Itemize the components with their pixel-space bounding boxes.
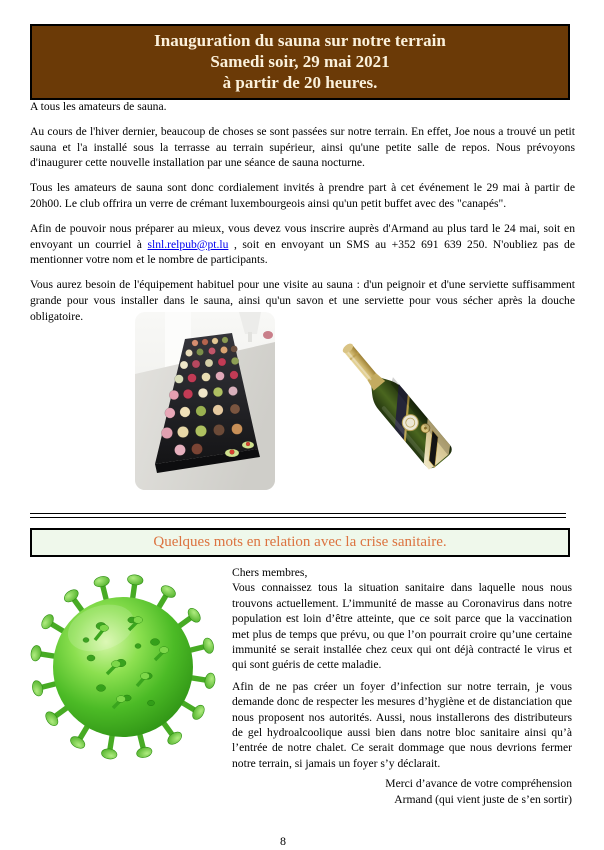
coronavirus-illustration	[30, 566, 216, 768]
paragraph-sauna-intro: Au cours de l'hiver dernier, beaucoup de choses se sont passées sur notre terrain. En effet, Joe nous a trouvé un petit sauna et l'a installé sous la terrasse au terrain supérieur, ainsi qu'une petite salle de repos. Nous prévoyons d'inaugurer cette nouvelle installation par une séance de sauna nocturne.	[30, 124, 575, 170]
page-number: 8	[280, 834, 286, 848]
event-time-line: à partir de 20 heures.	[222, 73, 378, 92]
event-date-line: Samedi soir, 29 mai 2021	[210, 52, 390, 71]
closing-block	[232, 776, 572, 807]
event-header-box	[30, 24, 570, 100]
greeting-text: A tous les amateurs de sauna.	[30, 100, 167, 113]
paragraph-registration	[30, 221, 575, 268]
cremant-bottle-photo	[332, 336, 462, 478]
paragraph-invitation: Tous les amateurs de sauna sont donc cordialement invités à prendre part à cet événement le 29 mai à partir de 20h00. Le club offrira un verre de crémant luxembourgeois ainsi qu'un petit buffet avec des "canapés".	[30, 181, 575, 210]
registration-text-after: , soit en envoyant un SMS au +352 691 639 250. N'oubliez pas de mentionner votre nom et le nombre de participants.	[30, 237, 575, 267]
section-divider	[30, 513, 566, 518]
email-link[interactable]: slnl.relpub@pt.lu	[147, 237, 229, 251]
sauna-section-text	[30, 99, 575, 334]
sanitary-title: Quelques mots en relation avec la crise sanitaire.	[153, 534, 447, 550]
paragraph-situation: Vous connaissez tous la situation sanitaire dans laquelle nous nous trouvons actuellement. L’immunité de masse au Coronavirus dans notre population est loin d’être atteinte, que ce soit parce que la vaccination met plus de temps que prévu, ou que l’on pourrait croire qu’une certaine immunité se serait installée chez ceux qui ont déjà contracté le virus et qui sont guéris de cette maladie.	[232, 581, 572, 672]
closing-signature: Armand (qui vient juste de s’en sortir)	[394, 792, 572, 806]
sanitary-section-text	[232, 565, 572, 807]
event-title-line: Inauguration du sauna sur notre terrain	[154, 31, 446, 50]
registration-text-before: Afin de pouvoir nous préparer au mieux, vous devez vous inscrire auprès d'Armand au plus tard le 24 mai, soit en envoyant un courriel à	[30, 221, 575, 251]
paragraph-measures: Afin de ne pas créer un foyer d’infection sur notre terrain, je vous demande donc de respecter les mesures d’hygiène et de distanciation que nous proposent nos autorités. Aussi, nous installerons des distributeurs de gel hydroalcoolique aussi bien dans notre bloc sanitaire ainsi qu’à l’entrée de notre chalet. Ce serait dommage que nous devrions fermer notre terrain, si jamais un foyer s’y déclarait.	[232, 679, 572, 770]
canapes-photo	[135, 312, 275, 490]
paragraph-equipment: Vous aurez besoin de l'équipement habituel pour une visite au sauna : d'un peignoir et d'une serviette suffisamment grande pour vous installer dans le sauna, ainsi qu'un savon et une serviette pour vous sécher après la douche obligatoire.	[30, 278, 575, 323]
salutation-text: Chers membres,	[232, 566, 308, 579]
sanitary-title-box	[30, 528, 570, 557]
closing-thanks: Merci d’avance de votre compréhension	[385, 777, 572, 791]
